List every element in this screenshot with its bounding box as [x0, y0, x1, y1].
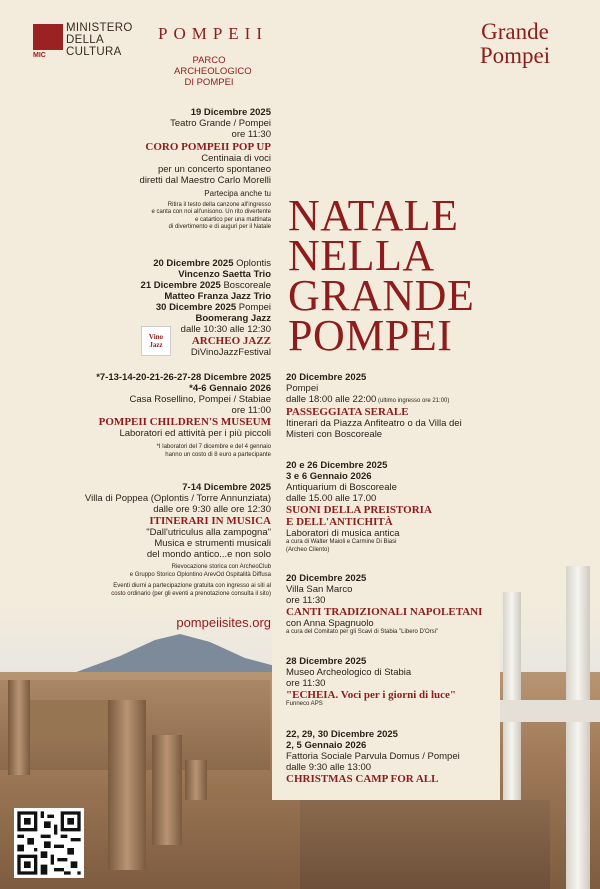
event-place: Teatro Grande / Pompei: [170, 118, 271, 129]
vino-jazz-logo-icon: [141, 326, 171, 356]
event-date: 20 Dicembre 2025: [153, 258, 234, 269]
event-coro-pompeii: [11, 107, 271, 232]
event-desc: Laboratori di musica antica: [286, 528, 400, 539]
qr-code-icon[interactable]: [14, 808, 84, 878]
ruin-column: [108, 700, 146, 870]
event-subtitle: DiVinoJazzFestival: [190, 347, 271, 358]
event-place: Pompei: [236, 302, 271, 313]
event-note: *I laboratori del 7 dicembre e del 4 gennaio: [156, 444, 271, 450]
event-credit: (Archeo Cilento): [286, 546, 330, 553]
grande-pompei-line: Grande: [481, 19, 549, 44]
event-title: CORO POMPEII POP UP: [145, 141, 271, 153]
event-time: dalle ore 9:30 alle ore 12:30: [153, 504, 271, 515]
ministero-cultura-logo: [66, 22, 133, 58]
title-line: NATALE: [288, 191, 459, 240]
ruins-wall-detail: [30, 700, 110, 740]
event-cta: Partecipa anche tu: [204, 189, 271, 198]
event-date: 28 Dicembre 2025: [286, 656, 367, 667]
vesuvius-mountain: [60, 628, 290, 678]
event-date: 30 Dicembre 2025: [155, 302, 237, 313]
event-title: E DELL'ANTICHITÀ: [286, 516, 393, 528]
ruin-column: [152, 735, 182, 845]
event-date: 7-14 Dicembre 2025: [182, 482, 271, 493]
event-time: ore 11:30: [286, 678, 326, 689]
white-column: [566, 566, 590, 889]
event-title: ITINERARI IN MUSICA: [149, 515, 271, 527]
event-desc: "Dall'utriculus alla zampogna": [146, 527, 271, 538]
ministero-line: MINISTERO: [66, 22, 133, 34]
parco-archeologico-label: [174, 55, 252, 88]
event-date: 2, 5 Gennaio 2026: [286, 740, 367, 751]
event-note: e canta con noi all'unisono. Un rito divertente: [151, 209, 271, 215]
event-place: Villa San Marco: [286, 584, 353, 595]
grande-pompei-logo: [460, 20, 570, 68]
event-date: 20 e 26 Dicembre 2025: [286, 460, 388, 471]
event-suoni-preistoria: [286, 460, 516, 554]
title-line: GRANDE: [288, 271, 475, 320]
event-christmas-camp: [286, 729, 516, 785]
event-place: Villa di Poppea (Oplontis / Torre Annunziata): [84, 493, 271, 504]
event-desc: per un concerto spontaneo: [157, 164, 271, 175]
event-note: Ritira il testo della canzone all'ingresso: [167, 201, 271, 208]
foreground-stones: [300, 800, 550, 889]
title-line: NELLA: [288, 231, 435, 280]
event-note: di divertimento e di auguri per il Natale: [168, 224, 271, 230]
event-performer: Vincenzo Saetta Trio: [178, 269, 271, 280]
parco-line: DI POMPEI: [184, 77, 234, 88]
event-date: 20 Dicembre 2025: [286, 372, 367, 383]
event-title: CANTI TRADIZIONALI NAPOLETANI: [286, 606, 483, 618]
footer-note: Eventi diurni a partecipazione gratuita con ingresso ai siti al: [113, 583, 271, 589]
event-place: Fattoria Sociale Parvula Domus / Pompei: [286, 751, 460, 762]
ruin-column: [185, 760, 207, 800]
event-desc: Laboratori ed attività per i più piccoli: [119, 428, 271, 439]
event-credit: e Gruppo Storico Oplontino ArevOd Ospitalità Diffusa: [129, 571, 271, 578]
event-date: *4-6 Gennaio 2026: [189, 383, 271, 394]
event-place: Antiquarium di Boscoreale: [286, 482, 397, 493]
event-time: ore 11:30: [286, 595, 326, 606]
event-note: e catartico per una mattinata: [194, 216, 271, 223]
event-time-note: (ultimo ingresso ore 21:00): [376, 398, 450, 404]
event-title: PASSEGGIATA SERALE: [286, 405, 409, 418]
event-title: POMPEII CHILDREN'S MUSEUM: [98, 416, 271, 428]
event-itinerari-musica: [11, 482, 271, 598]
event-time: dalle 15.00 alle 17.00: [286, 493, 377, 504]
ruin-column: [8, 680, 30, 775]
event-title: SUONI DELLA PREISTORIA: [286, 504, 432, 516]
ministero-line: CULTURA: [66, 46, 122, 58]
event-echeia: [286, 656, 516, 709]
footer-note: costo ordinario (per gli eventi a prenotazione consulta il sito): [111, 590, 271, 597]
event-place: Oplontis: [233, 258, 271, 269]
pompeii-logo-text: POMPEII: [158, 24, 269, 43]
event-title: "ECHEIA. Voci per i giorni di luce": [286, 689, 457, 701]
event-desc: Misteri con Boscoreale: [286, 428, 383, 440]
website-link[interactable]: pompeiisites.org: [176, 615, 271, 630]
event-credit: a cura di Walter Maioli e Carmine Di Biasi: [286, 539, 397, 545]
event-date: 22, 29, 30 Dicembre 2025: [286, 729, 398, 740]
event-date: 19 Dicembre 2025: [190, 107, 271, 118]
event-time: ore 11:00: [231, 405, 271, 416]
vino-jazz-logo-text: Vino Jazz: [148, 333, 164, 349]
event-desc: con Anna Spagnuolo: [286, 618, 374, 629]
event-canti-napoletani: [286, 573, 516, 637]
event-place: Casa Rosellino, Pompei / Stabiae: [129, 394, 271, 405]
event-place: Museo Archeologico di Stabia: [286, 667, 412, 678]
event-childrens-museum: [11, 372, 271, 459]
event-desc: del mondo antico...e non solo: [146, 549, 271, 560]
parco-line: ARCHEOLOGICO: [174, 66, 252, 77]
main-title: [288, 191, 475, 360]
event-place: Pompei: [286, 383, 319, 394]
parco-line: PARCO: [192, 55, 226, 66]
event-credit: Rievocazione storica con ArcheoClub: [171, 564, 271, 570]
event-time: ore 11:30: [231, 129, 271, 140]
title-line: POMPEI: [288, 311, 453, 360]
grande-pompei-line: Pompei: [479, 43, 551, 68]
event-date: *7-13-14-20-21-26-27-28 Dicembre 2025: [96, 372, 271, 383]
event-desc: Itinerari da Piazza Anfiteatro o da Villa dei: [286, 417, 462, 429]
event-desc: Musica e strumenti musicali: [154, 538, 271, 549]
event-passeggiata-serale: [286, 372, 516, 440]
event-note: hanno un costo di 8 euro a partecipante: [165, 451, 271, 458]
event-performer: Boomerang Jazz: [195, 313, 271, 324]
event-credit: Funneco APS: [286, 701, 323, 707]
event-desc: Centinaia di voci: [201, 153, 271, 164]
event-time: dalle 10:30 alle 12:30: [180, 324, 271, 335]
event-time: dalle 18:00 alle 22:00: [286, 394, 377, 405]
mic-logo-icon: [33, 24, 63, 59]
event-performer: Matteo Franza Jazz Trio: [164, 291, 271, 302]
event-date: 21 Dicembre 2025: [140, 280, 221, 291]
event-date: 20 Dicembre 2025: [286, 573, 367, 584]
ministero-line: DELLA: [66, 34, 104, 46]
event-title: CHRISTMAS CAMP FOR ALL: [286, 773, 439, 785]
event-title: ARCHEO JAZZ: [191, 335, 271, 347]
event-date: 3 e 6 Gennaio 2026: [286, 471, 372, 482]
event-place: Boscoreale: [220, 280, 271, 291]
mic-mark: MIC: [33, 52, 46, 59]
event-credit: a cura del Comitato per gli Scavi di Stabia "Libero D'Orsi": [286, 629, 439, 635]
event-time: dalle 9:30 alle 13:00: [286, 762, 372, 773]
event-desc: diretti dal Maestro Carlo Morelli: [139, 175, 271, 186]
